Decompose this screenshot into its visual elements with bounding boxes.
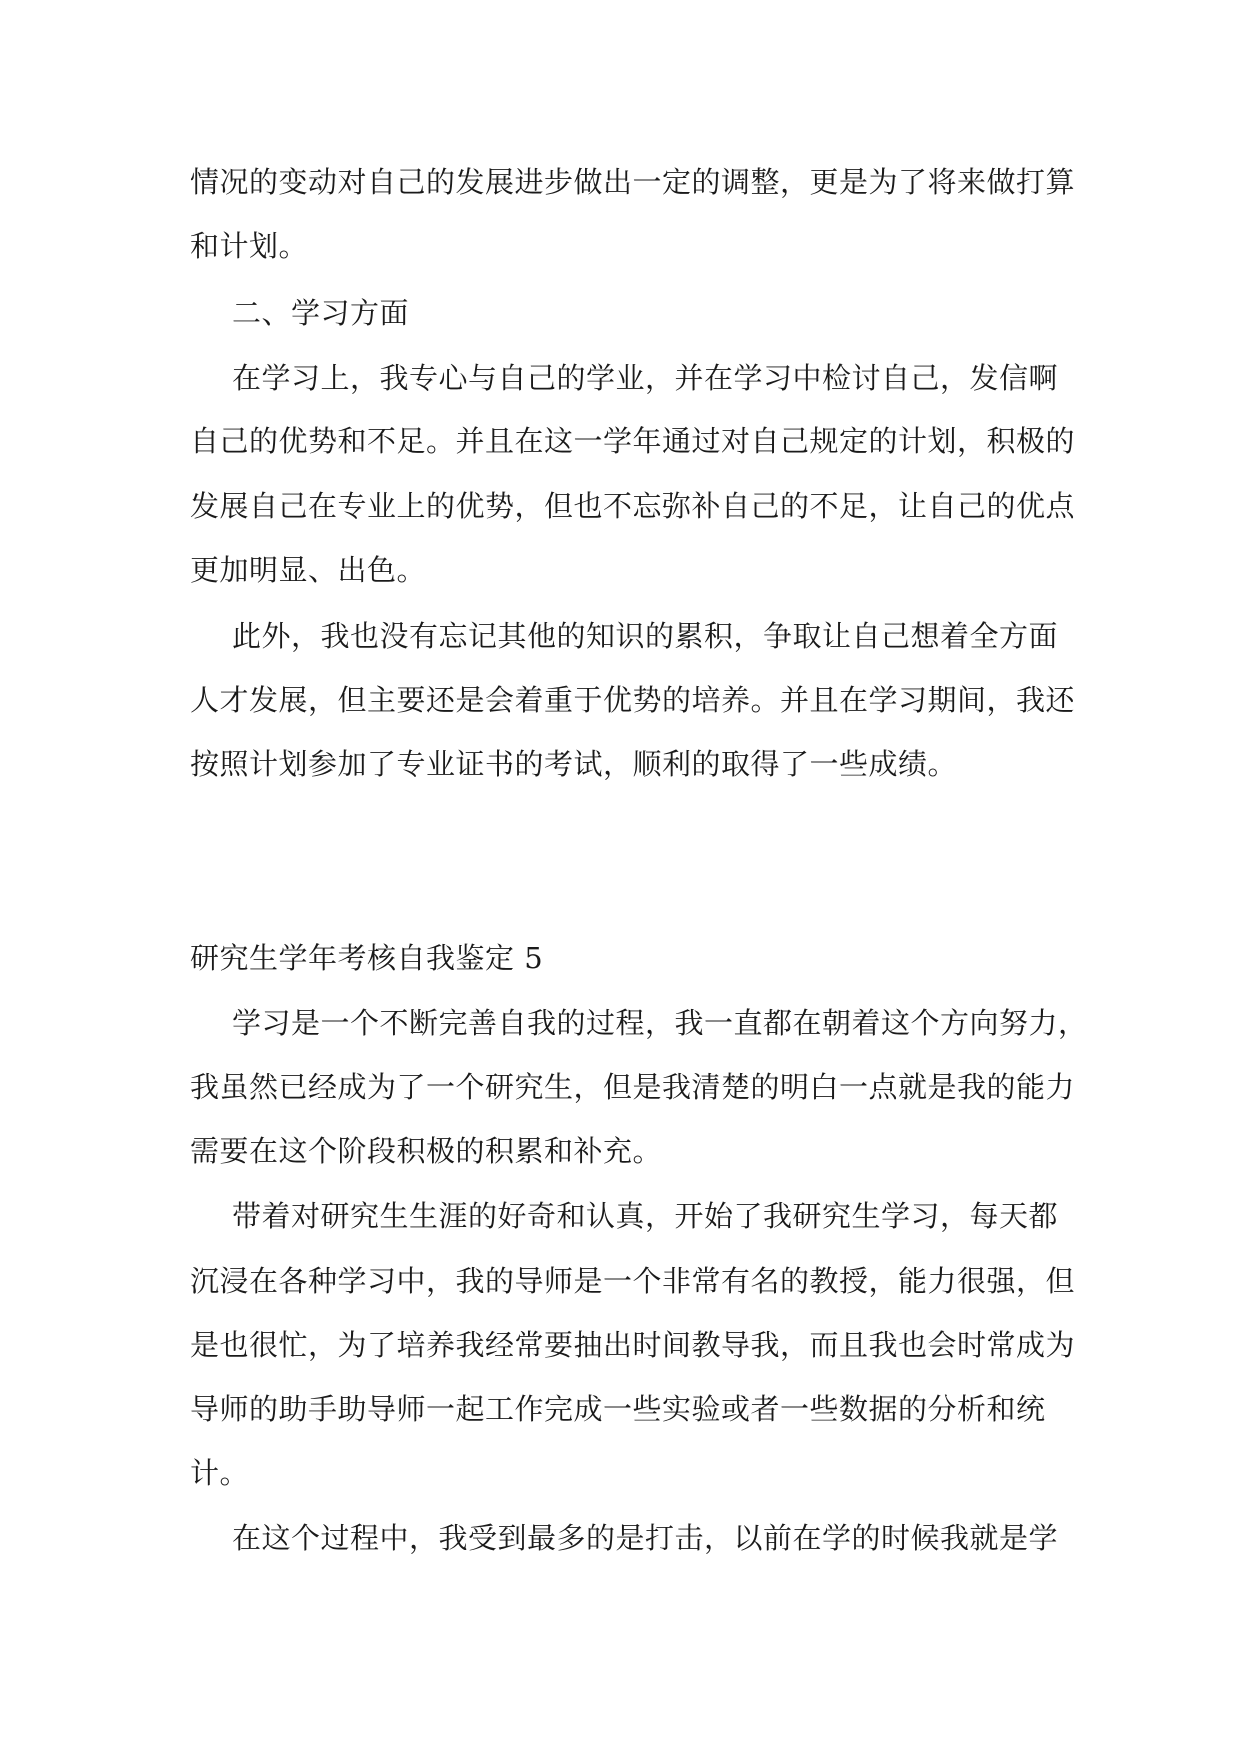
- section-heading: 二、学习方面: [232, 296, 410, 330]
- paragraph-line: 自己的优势和不足。并且在这一学年通过对自己规定的计划，积极的: [190, 424, 1076, 458]
- paragraph-line: 按照计划参加了专业证书的考试，顺利的取得了一些成绩。: [190, 747, 958, 781]
- paragraph-line: 发展自己在专业上的优势，但也不忘弥补自己的不足，让自己的优点: [190, 489, 1076, 523]
- paragraph-line: 此外，我也没有忘记其他的知识的累积，争取让自己想着全方面: [232, 619, 1059, 653]
- paragraph-line: 在学习上，我专心与自己的学业，并在学习中检讨自己，发信啊: [232, 361, 1059, 395]
- paragraph-line: 带着对研究生生涯的好奇和认真，开始了我研究生学习，每天都: [232, 1199, 1059, 1233]
- paragraph-line: 计。: [190, 1456, 250, 1490]
- paragraph-line: 情况的变动对自己的发展进步做出一定的调整，更是为了将来做打算: [190, 165, 1076, 199]
- paragraph-line: 学习是一个不断完善自我的过程，我一直都在朝着这个方向努力，: [232, 1006, 1088, 1040]
- paragraph-line: 在这个过程中，我受到最多的是打击，以前在学的时候我就是学: [232, 1521, 1059, 1555]
- paragraph-line: 沉浸在各种学习中，我的导师是一个非常有名的教授，能力很强，但: [190, 1264, 1076, 1298]
- paragraph-line: 导师的助手助导师一起工作完成一些实验或者一些数据的分析和统: [190, 1392, 1046, 1426]
- paragraph-line: 我虽然已经成为了一个研究生，但是我清楚的明白一点就是我的能力: [190, 1070, 1076, 1104]
- paragraph-line: 需要在这个阶段积极的积累和补充。: [190, 1134, 663, 1168]
- document-title: 研究生学年考核自我鉴定 5: [190, 941, 544, 975]
- paragraph-line: 和计划。: [190, 229, 309, 263]
- paragraph-line: 人才发展，但主要还是会着重于优势的培养。并且在学习期间，我还: [190, 683, 1076, 717]
- paragraph-line: 更加明显、出色。: [190, 553, 427, 587]
- paragraph-line: 是也很忙，为了培养我经常要抽出时间教导我，而且我也会时常成为: [190, 1328, 1076, 1362]
